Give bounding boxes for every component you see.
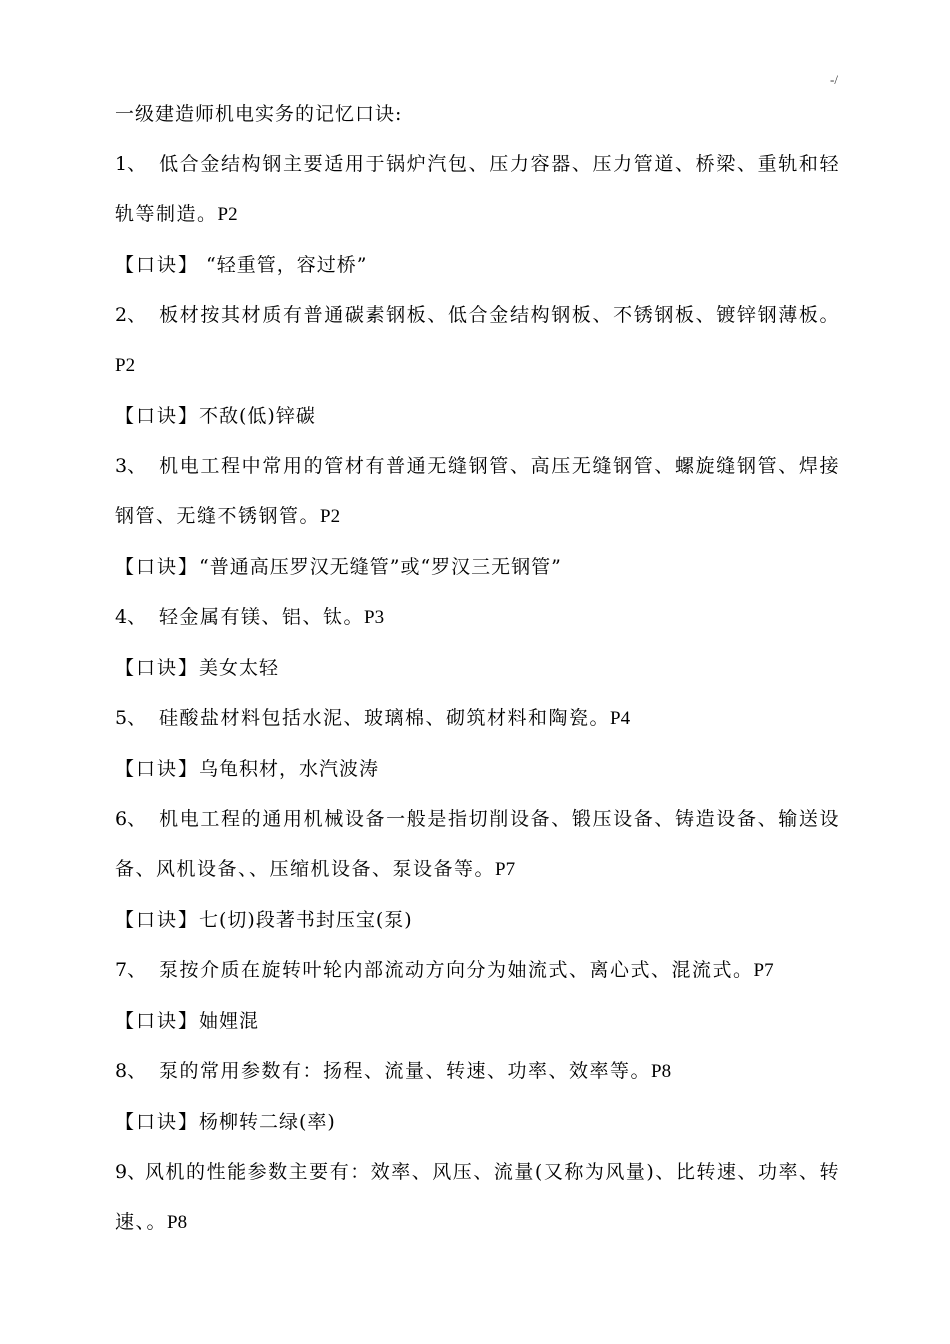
list-item: [115, 794, 840, 895]
item-text: 机电工程中常用的管材有普通无缝钢管、高压无缝钢管、螺旋缝钢管、焊接钢管、无缝不锈钢管。: [115, 455, 840, 527]
list-item: [115, 441, 840, 542]
item-text: 机电工程的通用机械设备一般是指切削设备、锻压设备、铸造设备、输送设备、风机设备、、压缩机设备、泵设备等。: [115, 808, 840, 880]
mnemonic-text: 乌龟积材，水汽波涛: [199, 758, 380, 780]
item-text: 板材按其材质有普通碳素钢板、低合金结构钢板、不锈钢板、镀锌钢薄板。: [159, 304, 840, 326]
item-number: 8、: [115, 1060, 147, 1082]
mnemonic-line: [115, 240, 840, 290]
list-item: [115, 139, 840, 240]
page-reference: P8: [651, 1061, 672, 1082]
item-number: 3、: [115, 455, 147, 477]
mnemonic-text: “轻重管，容过桥”: [199, 254, 368, 276]
page-reference: P8: [167, 1212, 188, 1233]
mnemonic-text: 七(切)段著书封压宝(泵): [199, 909, 413, 931]
item-text: 泵的常用参数有：扬程、流量、转速、功率、效率等。: [159, 1060, 652, 1082]
header-mark: -/: [830, 72, 838, 87]
item-text: 低合金结构钢主要适用于锅炉汽包、压力容器、压力管道、桥梁、重轨和轻轨等制造。: [115, 153, 840, 225]
item-text: 硅酸盐材料包括水泥、玻璃棉、砌筑材料和陶瓷。: [159, 707, 611, 729]
mnemonic-tag: 【口诀】: [115, 254, 200, 276]
list-item: [115, 945, 840, 996]
item-number: 9、: [115, 1161, 147, 1183]
mnemonic-tag: 【口诀】: [115, 657, 200, 679]
mnemonic-tag: 【口诀】: [115, 556, 200, 578]
page-reference: P7: [495, 859, 516, 880]
mnemonic-line: [115, 542, 840, 592]
item-number: 5、: [115, 707, 147, 729]
item-number: 4、: [115, 606, 147, 628]
page-reference: P7: [753, 960, 774, 981]
document-title: 一级建造师机电实务的记忆口诀:: [115, 103, 403, 125]
item-number: 6、: [115, 808, 147, 830]
mnemonic-line: [115, 744, 840, 794]
list-item: [115, 1147, 840, 1248]
mnemonic-tag: 【口诀】: [115, 1010, 200, 1032]
mnemonic-text: 不敌(低)锌碳: [199, 405, 316, 427]
page-reference: P2: [115, 355, 136, 376]
list-item: [115, 1046, 840, 1097]
item-text: 风机的性能参数主要有：效率、风压、流量(又称为风量)、比转速、功率、转速、。: [115, 1161, 840, 1233]
mnemonic-line: [115, 391, 840, 441]
item-text: 轻金属有镁、铝、钛。: [159, 606, 365, 628]
item-number: 7、: [115, 959, 147, 981]
mnemonic-tag: 【口诀】: [115, 1111, 200, 1133]
document-body: [115, 89, 840, 1248]
mnemonic-tag: 【口诀】: [115, 758, 200, 780]
mnemonic-text: 妯娌混: [199, 1010, 260, 1032]
list-item: [115, 592, 840, 643]
mnemonic-tag: 【口诀】: [115, 909, 200, 931]
page-reference: P2: [217, 204, 238, 225]
mnemonic-text: “普通高压罗汉无缝管”或“罗汉三无钢管”: [199, 556, 562, 578]
page-reference: P2: [320, 506, 341, 527]
list-item: [115, 290, 840, 391]
mnemonic-line: [115, 1097, 840, 1147]
item-number: 2、: [115, 304, 147, 326]
mnemonic-tag: 【口诀】: [115, 405, 200, 427]
mnemonic-text: 杨柳转二绿(率): [199, 1111, 336, 1133]
mnemonic-text: 美女太轻: [199, 657, 280, 679]
mnemonic-line: [115, 895, 840, 945]
list-item: [115, 693, 840, 744]
mnemonic-line: [115, 996, 840, 1046]
page-reference: P4: [610, 708, 631, 729]
item-number: 1、: [115, 153, 147, 175]
mnemonic-line: [115, 643, 840, 693]
item-text: 泵按介质在旋转叶轮内部流动方向分为妯流式、离心式、混流式。: [159, 959, 754, 981]
page-reference: P3: [364, 607, 385, 628]
